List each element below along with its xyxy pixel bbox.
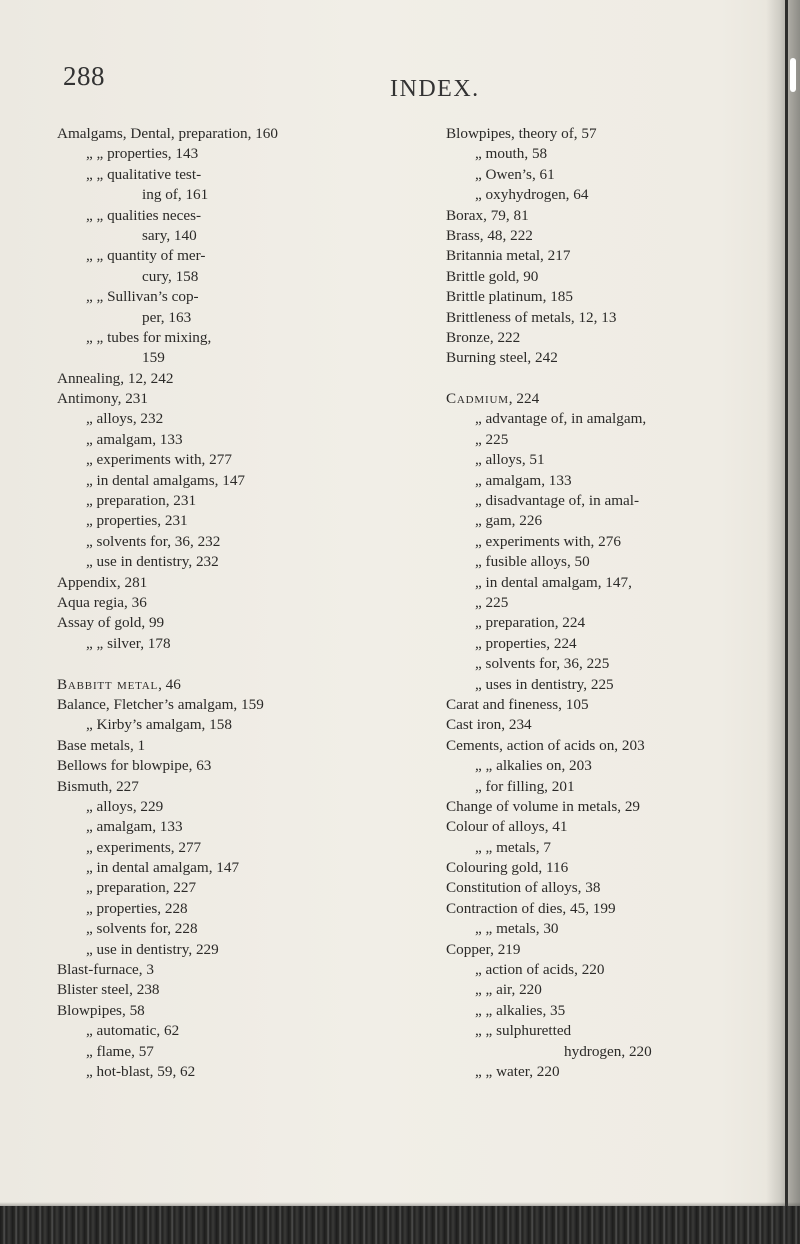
index-entry: „ alloys, 229 [86, 797, 164, 815]
index-section-gap [57, 654, 397, 674]
index-entry: „ experiments with, 277 [86, 451, 232, 469]
index-entry: „ Owen’s, 61 [475, 165, 555, 183]
index-entry: „ solvents for, 36, 225 [475, 655, 610, 673]
index-entry: Blowpipes, theory of, 57 [446, 125, 597, 142]
index-entry: Blowpipes, 58 [57, 1001, 145, 1019]
index-entry: 159 [142, 349, 165, 367]
index-entry: Carat and fineness, 105 [446, 695, 589, 713]
index-entry: Cast iron, 234 [446, 716, 532, 734]
index-entry: Bismuth, 227 [57, 777, 139, 795]
index-entry: „ advantage of, in amalgam, [475, 410, 647, 428]
index-entry: ing of, 161 [142, 186, 209, 204]
index-entry: „ „ water, 220 [475, 1062, 560, 1080]
index-entry: „ uses in dentistry, 225 [475, 675, 614, 693]
index-entry: sary, 140 [142, 226, 197, 244]
index-entry: Blister steel, 238 [57, 981, 160, 999]
index-entry: „ properties, 231 [86, 512, 188, 530]
index-entry-pages: , 46 [158, 675, 181, 693]
index-entry-heading: Cadmium [446, 390, 509, 408]
page-edge-shadow [766, 0, 800, 1244]
page-number: 288 [63, 61, 105, 91]
index-entry: Brittle gold, 90 [446, 267, 539, 285]
index-entry: „ solvents for, 36, 232 [86, 532, 221, 550]
index-entry: Aqua regia, 36 [57, 593, 147, 611]
binding-edge-line [785, 0, 788, 1244]
index-entry: Assay of gold, 99 [57, 614, 165, 632]
index-entry [446, 389, 786, 409]
index-entry: „ properties, 228 [86, 899, 188, 917]
index-entry: „ „ qualities neces- [86, 206, 202, 224]
index-entry: „ amalgam, 133 [86, 818, 183, 836]
index-entry: „ „ Sullivan’s cop- [86, 288, 199, 306]
index-entry: „ disadvantage of, in amal- [475, 492, 640, 510]
index-entry: Constitution of alloys, 38 [446, 879, 601, 897]
index-entry: hydrogen, 220 [564, 1042, 652, 1060]
index-entry: „ use in dentistry, 229 [86, 940, 219, 958]
index-entry: „ preparation, 224 [475, 614, 586, 632]
index-entry-heading: Babbitt metal [57, 675, 159, 693]
index-entry: „ alloys, 51 [475, 451, 545, 469]
index-entry: Contraction of dies, 45, 199 [446, 899, 616, 917]
index-entry: „ in dental amalgam, 147, [475, 573, 632, 591]
index-entry: Burning steel, 242 [446, 349, 558, 367]
index-entry: „ experiments, 277 [86, 838, 202, 856]
index-entry: „ hot-blast, 59, 62 [86, 1062, 196, 1080]
index-entry-pages: , 224 [508, 390, 540, 408]
index-entry: „ „ alkalies, 35 [475, 1001, 566, 1019]
index-entry: „ amalgam, 133 [475, 471, 572, 489]
index-entry: Appendix, 281 [57, 573, 148, 591]
index-entry: per, 163 [142, 308, 192, 326]
index-entry [57, 675, 397, 695]
index-entry: „ „ metals, 30 [475, 920, 559, 938]
scan-bottom-border [0, 1206, 800, 1244]
index-entry: Brittleness of metals, 12, 13 [446, 308, 617, 326]
index-entry: „ „ tubes for mixing, [86, 328, 212, 346]
index-entry: „ amalgam, 133 [86, 430, 183, 448]
index-entry: „ „ qualitative test- [86, 165, 202, 183]
index-entry: Change of volume in metals, 29 [446, 797, 641, 815]
index-entry: „ 225 [475, 430, 509, 448]
index-entry: „ „ properties, 143 [86, 145, 199, 163]
index-entry: „ mouth, 58 [475, 145, 548, 163]
index-entry: „ alloys, 232 [86, 410, 164, 428]
index-entry: Borax, 79, 81 [446, 206, 529, 224]
index-entry: Antimony, 231 [57, 390, 148, 408]
index-entry: „ for filling, 201 [475, 777, 575, 795]
index-entry: „ fusible alloys, 50 [475, 553, 590, 571]
running-head: INDEX. [390, 76, 480, 102]
index-entry: „ use in dentistry, 232 [86, 553, 219, 571]
index-entry: Bellows for blowpipe, 63 [57, 757, 212, 775]
index-entry: „ „ metals, 7 [475, 838, 551, 856]
index-entry: „ in dental amalgam, 147 [86, 859, 240, 877]
index-entry: „ Kirby’s amalgam, 158 [86, 716, 232, 734]
index-entry: „ flame, 57 [86, 1042, 154, 1060]
index-entry: „ gam, 226 [475, 512, 543, 530]
index-entry: Colour of alloys, 41 [446, 818, 568, 836]
index-entry: Balance, Fletcher’s amalgam, 159 [57, 695, 264, 713]
index-entry: „ oxyhydrogen, 64 [475, 186, 589, 204]
page-edge-notch [790, 58, 796, 92]
index-entry: „ „ silver, 178 [86, 634, 171, 652]
index-entry: Colouring gold, 116 [446, 859, 569, 877]
index-entry: „ properties, 224 [475, 634, 577, 652]
index-entry: Amalgams, Dental, preparation, 160 [57, 125, 278, 142]
index-entry: Base metals, 1 [57, 736, 146, 754]
index-entry: „ 225 [475, 593, 509, 611]
index-entry: Cements, action of acids on, 203 [446, 736, 645, 754]
index-entry: „ preparation, 227 [86, 879, 197, 897]
index-entry: „ action of acids, 220 [475, 961, 605, 979]
index-entry: cury, 158 [142, 267, 199, 285]
index-column-right [446, 124, 786, 1082]
index-column-left [57, 124, 397, 1082]
index-entry: Annealing, 12, 242 [57, 369, 174, 387]
index-entry: Britannia metal, 217 [446, 247, 571, 265]
index-entry: „ „ sulphuretted [475, 1022, 572, 1040]
index-entry: „ experiments with, 276 [475, 532, 621, 550]
index-entry: „ „ air, 220 [475, 981, 542, 999]
index-entry: „ „ alkalies on, 203 [475, 757, 592, 775]
index-entry: Brass, 48, 222 [446, 226, 533, 244]
index-entry: Copper, 219 [446, 940, 521, 958]
index-entry: „ in dental amalgams, 147 [86, 471, 246, 489]
index-entry: „ solvents for, 228 [86, 920, 198, 938]
index-entry: Bronze, 222 [446, 328, 521, 346]
index-section-gap [446, 369, 786, 389]
index-entry: „ „ quantity of mer- [86, 247, 206, 265]
index-entry: „ automatic, 62 [86, 1022, 180, 1040]
index-entry: Blast-furnace, 3 [57, 961, 154, 979]
index-entry: Brittle platinum, 185 [446, 288, 573, 306]
index-entry: „ preparation, 231 [86, 492, 197, 510]
